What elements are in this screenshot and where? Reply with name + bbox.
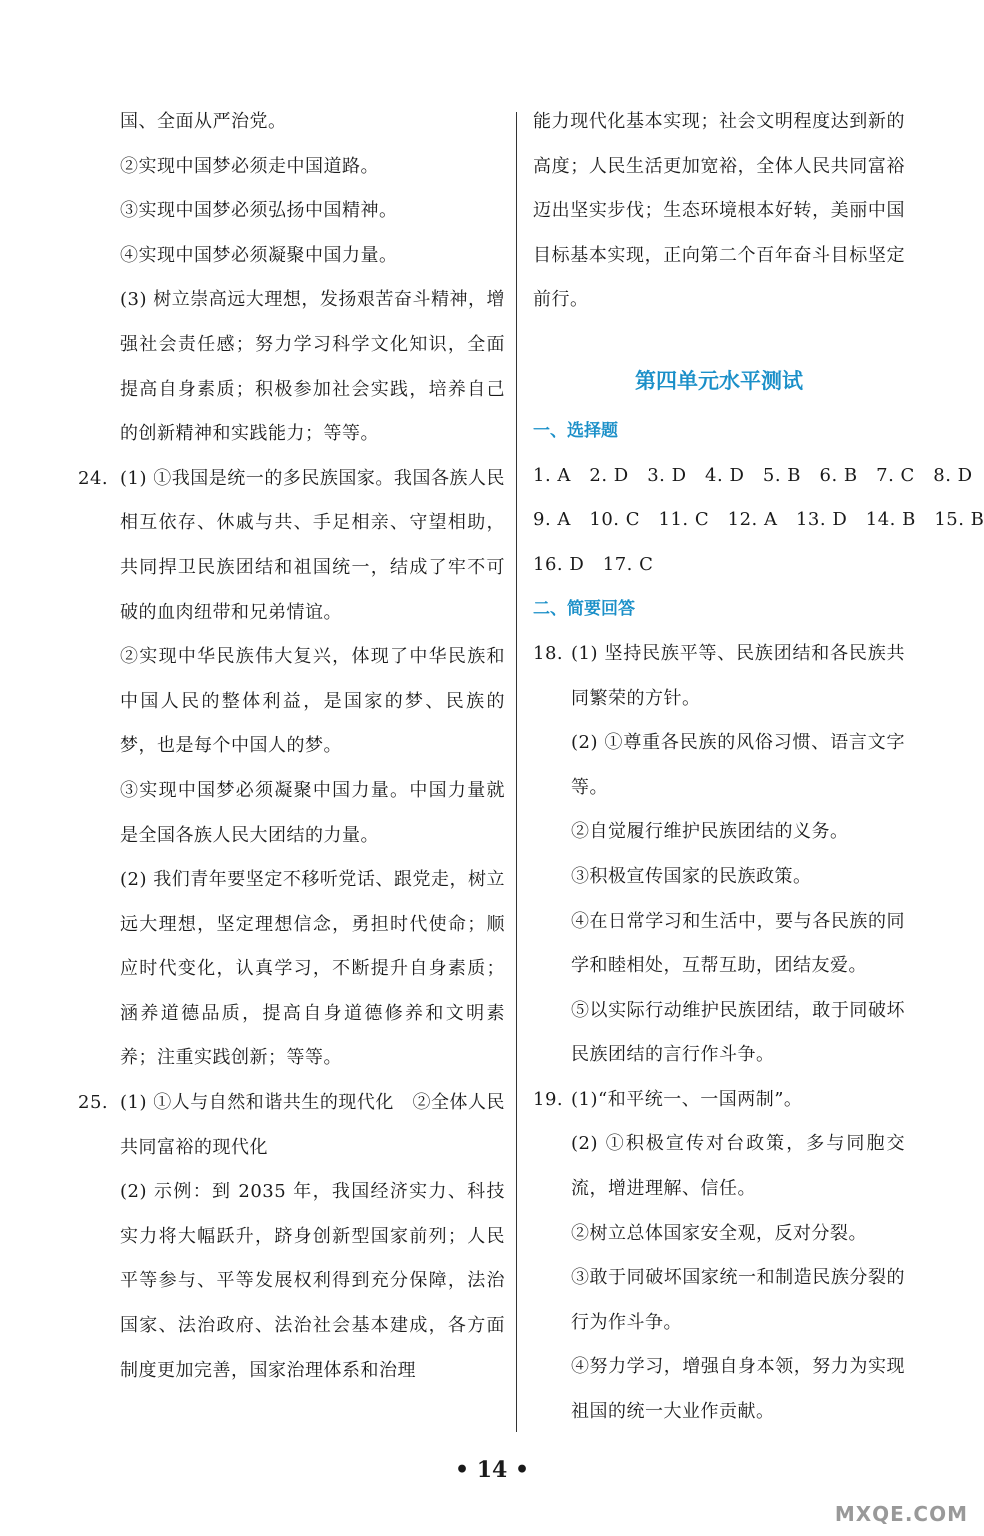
question-number: 19.	[533, 1088, 564, 1110]
question-18	[533, 632, 905, 1078]
paragraph: ②自觉履行维护民族团结的义务。	[571, 821, 849, 843]
question-24	[78, 457, 505, 1081]
page-number: • 14 •	[454, 1457, 530, 1483]
paragraph: (2) 我们青年要坚定不移听党话、跟党走，树立远大理想，坚定理想信念，勇担时代使命；顺应时代变化，认真学习，不断提升自身素质；涵养道德品质，提高自身道德修养和文明素养；注重实践创新；等等。	[120, 869, 505, 1069]
question-25	[78, 1081, 505, 1393]
section-heading: 二、简要回答	[533, 599, 635, 620]
paragraph: ⑤以实际行动维护民族团结，敢于同破坏民族团结的言行作斗争。	[571, 999, 905, 1066]
paragraph: (1)“和平统一、一国两制”。	[571, 1088, 803, 1110]
unit-title: 第四单元水平测试	[635, 368, 803, 393]
question-number: 25.	[78, 1092, 109, 1114]
question-19	[533, 1078, 905, 1435]
paragraph: ③敢于同破坏国家统一和制造民族分裂的行为作斗争。	[571, 1267, 905, 1333]
paragraph: (2) ①积极宣传对台政策，多与同胞交流，增进理解、信任。	[571, 1133, 905, 1200]
paragraph: ④努力学习，增强自身本领，努力为实现祖国的统一大业作贡献。	[571, 1356, 905, 1423]
paragraph: (1) ①我国是统一的多民族国家。我国各族人民相互依存、休戚与共、手足相亲、守望相助，共同捍卫民族团结和祖国统一，结成了牢不可破的血肉纽带和兄弟情谊。	[120, 467, 505, 623]
paragraph: ②实现中国梦必须走中国道路。	[120, 155, 379, 177]
paragraph: ③实现中国梦必须凝聚中国力量。中国力量就是全国各族人民大团结的力量。	[120, 779, 505, 846]
section-heading: 一、选择题	[533, 420, 618, 441]
answer-row: 1. A 2. D 3. D 4. D 5. B 6. B 7. C 8. D	[533, 464, 973, 486]
answer-row: 9. A 10. C 11. C 12. A 13. D 14. B 15. B	[533, 509, 984, 531]
paragraph: ④在日常学习和生活中，要与各民族的同学和睦相处，互帮互助，团结友爱。	[571, 910, 905, 977]
column-divider	[516, 112, 517, 1432]
answer-row: 16. D 17. C	[533, 553, 654, 575]
paragraph: (1) 坚持民族平等、民族团结和各民族共同繁荣的方针。	[571, 642, 905, 709]
paragraph: ③实现中国梦必须弘扬中国精神。	[120, 200, 398, 222]
paragraph: (2) ①尊重各民族的风俗习惯、语言文字等。	[571, 732, 905, 798]
paragraph: (1) ①人与自然和谐共生的现代化 ②全体人民共同富裕的现代化	[120, 1092, 505, 1158]
paragraph: ②实现中华民族伟大复兴，体现了中华民族和中国人民的整体利益，是国家的梦、民族的梦，也是每个中国人的梦。	[120, 646, 505, 757]
paragraph: ④实现中国梦必须凝聚中国力量。	[120, 244, 398, 266]
paragraph: 能力现代化基本实现；社会文明程度达到新的高度；人民生活更加宽裕，全体人民共同富裕迈出坚实步伐；生态环境根本好转，美丽中国目标基本实现，正向第二个百年奋斗目标坚定前行。	[533, 111, 905, 311]
paragraph: (3) 树立崇高远大理想，发扬艰苦奋斗精神，增强社会责任感；努力学习科学文化知识，全面提高自身素质；积极参加社会实践，培养自己的创新精神和实践能力；等等。	[120, 289, 505, 445]
question-number: 24.	[78, 467, 109, 489]
left-column	[78, 100, 505, 1393]
right-column	[533, 100, 984, 1435]
paragraph: 国、全面从严治党。	[120, 111, 287, 132]
paragraph: ②树立总体国家安全观，反对分裂。	[571, 1222, 867, 1244]
paragraph: ③积极宣传国家的民族政策。	[571, 865, 812, 887]
watermark-logo: MXQE.COM	[834, 1502, 968, 1526]
paragraph: (2) 示例：到 2035 年，我国经济实力、科技实力将大幅跃升，跻身创新型国家前列；人民平等参与、平等发展权利得到充分保障，法治国家、法治政府、法治社会基本建成，各方面制度更加完善，国家治理体系和治理	[120, 1181, 505, 1381]
question-number: 18.	[533, 642, 564, 664]
